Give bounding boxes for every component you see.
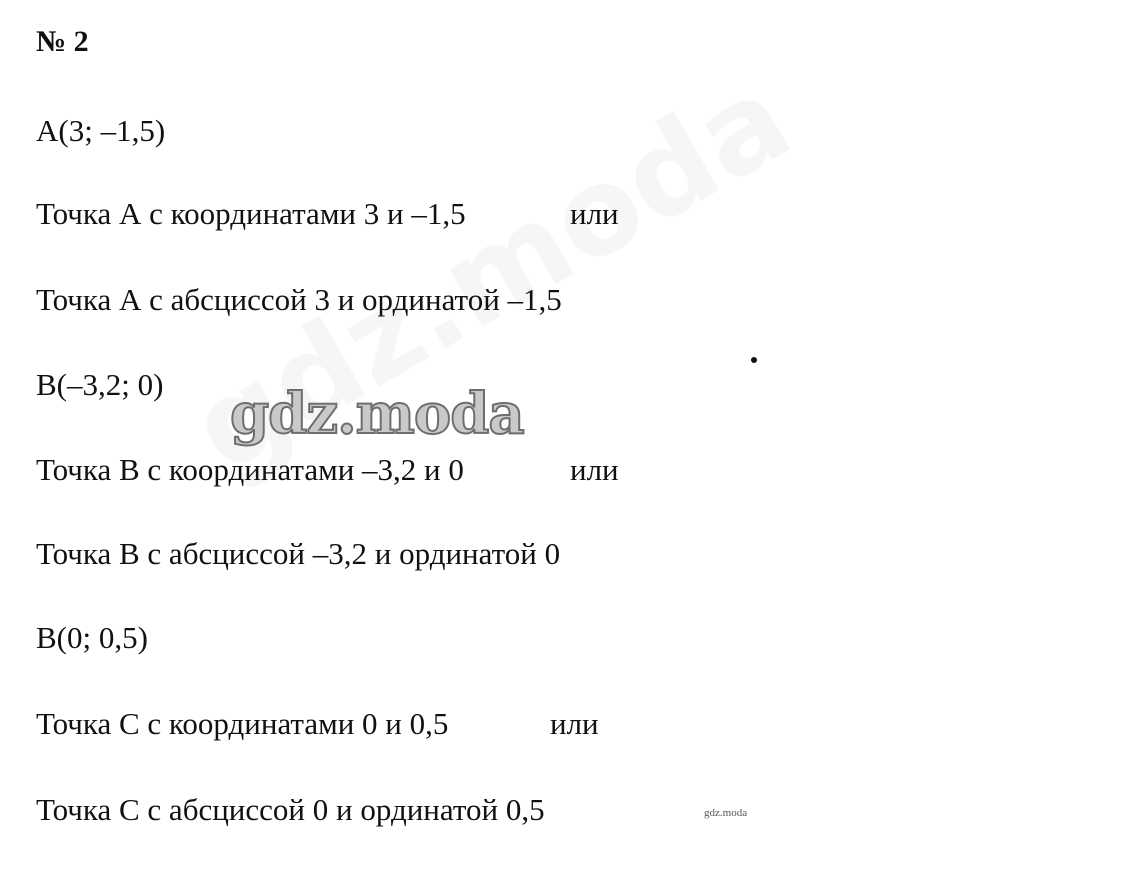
point-c-abscissa-text: Точка С с абсциссой 0 и ординатой 0,5 (36, 792, 545, 827)
or-word-2: или (570, 452, 619, 487)
point-b-notation: B(–3,2; 0) (36, 367, 164, 402)
point-a-coordinates-text: Точка А с координатами 3 и –1,5 (36, 196, 466, 231)
or-word-3: или (550, 706, 599, 741)
point-c-notation: B(0; 0,5) (36, 620, 148, 655)
point-a-notation: A(3; –1,5) (36, 113, 166, 148)
watermark-logo: gdz.moda (230, 381, 524, 447)
problem-number: № 2 (36, 25, 89, 58)
point-b-coordinates-text: Точка В с координатами –3,2 и 0 (36, 452, 464, 487)
point-a-abscissa-text: Точка А с абсциссой 3 и ординатой –1,5 (36, 282, 562, 317)
stray-dot (751, 357, 757, 363)
watermark-small: gdz.moda (704, 807, 748, 819)
or-word-1: или (570, 196, 619, 231)
point-b-abscissa-text: Точка В с абсциссой –3,2 и ординатой 0 (36, 536, 561, 571)
point-c-coordinates-text: Точка С с координатами 0 и 0,5 (36, 706, 449, 741)
